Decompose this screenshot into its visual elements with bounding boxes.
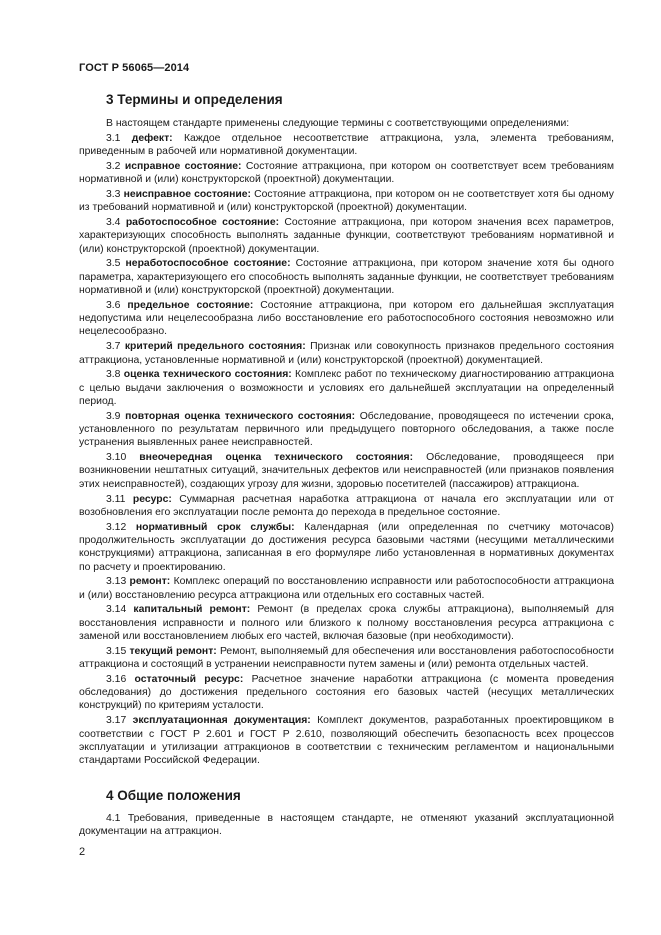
term-text: Состояние аттракциона, при котором он соответствует всем требованиям нормативной и (или) конструкторской (проектной) документации. [79, 160, 615, 186]
section-3-body [79, 117, 614, 769]
term-text: Состояние аттракциона, при котором он не соответствует хотя бы одному из требований нормативной и (или) конструкторской (проектной) документации. [79, 188, 614, 214]
term-definition [79, 451, 614, 491]
term-definition [79, 521, 614, 574]
page-number: 2 [79, 846, 86, 858]
term-text: Обследование, проводящееся по истечении срока, установленного по результатам первичного или предыдущего повторного обследования, а также после устранения выявленных ранее неисправностей. [79, 410, 614, 449]
term-number: 3.2 [106, 160, 121, 172]
term-text: Признак или совокупность признаков предельного состояния аттракциона, установленные нормативной и (или) конструкторской (проектной) документацией. [79, 341, 615, 366]
term-definition [79, 645, 614, 672]
section-4-body [79, 812, 614, 840]
term-number: 3.5 [106, 258, 121, 270]
term-definition [79, 132, 614, 159]
term-text: Ремонт (в пределах срока службы аттракциона), выполняемый для восстановления исправности и полного или близкого к полному восстановления ресурса аттракциона с заменой или восстановлением любых его частей, включая базовые (при необходимости). [79, 604, 614, 642]
section-3-intro: В настоящем стандарте применены следующие термины с соответствующими определениями: [106, 118, 570, 129]
term-text: Обследование, проводящееся при возникновении нештатных ситуаций, значительных дефектов или неисправностей (или признаков появления этих неисправностей), создающих угрозу для жизни, здоровью посетителей (пассажиров) аттракциона. [79, 452, 615, 490]
term-number: 3.17 [106, 715, 127, 727]
term-name: предельное состояние: [127, 299, 254, 311]
term-name: дефект: [131, 132, 173, 144]
term-number: 3.13 [106, 576, 127, 588]
term-text: Ремонт, выполняемый для обеспечения или восстановления работоспособности аттракциона и состоящий в устранении неисправности путем замены и (или) ремонта отдельных частей. [79, 645, 614, 671]
section-4-paragraph-1: 4.1 Требования, приведенные в настоящем стандарте, не отменяют указаний эксплуатационной документации на аттракцион. [79, 813, 614, 838]
term-number: 3.1 [106, 132, 121, 144]
term-definition [79, 160, 614, 187]
term-text: Состояние аттракциона, при котором его дальнейшая эксплуатация недопустима или нецелесообразна либо восстановление его работоспособного состояния невозможно или нецелесообразно. [79, 299, 615, 338]
section-3-heading: 3 Термины и определения [106, 92, 283, 107]
term-definition [79, 368, 614, 408]
term-text: Суммарная расчетная наработка аттракциона от начала его эксплуатации или от возобновления его эксплуатации после ремонта до перехода в предельное состояние. [79, 493, 614, 518]
term-definition [79, 188, 614, 215]
term-number: 3.14 [106, 604, 127, 616]
term-number: 3.10 [106, 452, 127, 464]
term-name: оценка технического состояния: [123, 369, 292, 381]
term-name: внеочередная оценка технического состояния: [139, 452, 414, 464]
section-4-heading: 4 Общие положения [106, 788, 241, 803]
term-name: капитальный ремонт: [133, 604, 251, 616]
term-number: 3.16 [106, 673, 127, 685]
term-text: Состояние аттракциона, при котором значение хотя бы одного параметра, характеризующего его способность выполнять заданные функции, не соответствует требованиям нормативной и (или) конструкторской (проектной) документации. [79, 258, 614, 297]
term-name: критерий предельного состояния: [124, 341, 306, 353]
term-definition [79, 603, 614, 643]
term-number: 3.4 [106, 217, 121, 229]
term-number: 3.6 [106, 299, 121, 311]
term-name: остаточный ресурс: [134, 673, 244, 685]
term-name: нормативный срок службы: [135, 521, 295, 533]
term-name: неисправное состояние: [123, 188, 251, 200]
term-name: эксплуатационная документация: [132, 715, 311, 727]
term-definition [79, 299, 614, 339]
term-text: Комплект документов, разработанных проектировщиком в соответствии с ГОСТ Р 2.601 и ГОСТ Р 2.610, позволяющий обеспечить безопасность всех процессов эксплуатации и утилизации аттракционов в соответствии с техническим регламентом и национальными стандартами Российской Федерации. [79, 715, 615, 767]
term-definition [79, 493, 614, 520]
term-definition [79, 673, 614, 713]
terms-list [79, 132, 614, 768]
term-number: 3.9 [106, 410, 121, 422]
term-text: Календарная (или определенная по счетчику моточасов) продолжительность эксплуатации до достижения ресурса базовыми частями (несущими металлическими конструкциями) аттракциона, записанная в его формуляре либо установленная в нормативных документах по расчету и проектированию. [79, 521, 615, 573]
term-number: 3.8 [106, 369, 121, 381]
term-name: повторная оценка технического состояния: [125, 410, 356, 422]
term-number: 3.11 [106, 493, 126, 505]
term-definition [79, 714, 614, 767]
term-name: работоспособное состояние: [125, 217, 280, 229]
term-number: 3.3 [106, 188, 121, 200]
term-text: Комплекс работ по техническому диагностированию аттракциона с целью выдачи заключения о возможности и условиях его дальнейшей эксплуатации на определенный период. [79, 369, 615, 407]
term-number: 3.15 [106, 645, 127, 657]
term-number: 3.7 [106, 341, 121, 353]
term-definition [79, 257, 614, 297]
term-name: исправное состояние: [124, 160, 242, 172]
term-name: неработоспособное состояние: [125, 258, 291, 270]
standard-code: ГОСТ Р 56065—2014 [79, 62, 190, 74]
term-definition [79, 340, 614, 367]
term-text: Комплекс операций по восстановлению исправности или работоспособности аттракциона и (или) восстановлению ресурса аттракциона или отдельных его составных частей. [79, 576, 614, 601]
term-name: текущий ремонт: [129, 645, 217, 657]
term-definition [79, 216, 614, 256]
term-name: ресурс: [132, 493, 172, 505]
term-name: ремонт: [129, 576, 171, 588]
term-number: 3.12 [106, 521, 127, 533]
term-text: Состояние аттракциона, при котором значения всех параметров, характеризующих способность выполнять заданные функции, соответствуют требованиям нормативной и (или) конструкторской (проектной) документации. [79, 217, 615, 255]
term-definition [79, 410, 614, 450]
term-definition [79, 575, 614, 602]
term-text: Каждое отдельное несоответствие аттракциона, узла, элемента требованиям, приведенным в рабочей или нормативной документации. [79, 132, 614, 158]
term-text: Расчетное значение наработки аттракциона (с момента проведения обследования) до достижения предельного состояния его базовых частей (несущих металлических конструкций) по критериям усталости. [79, 673, 614, 712]
